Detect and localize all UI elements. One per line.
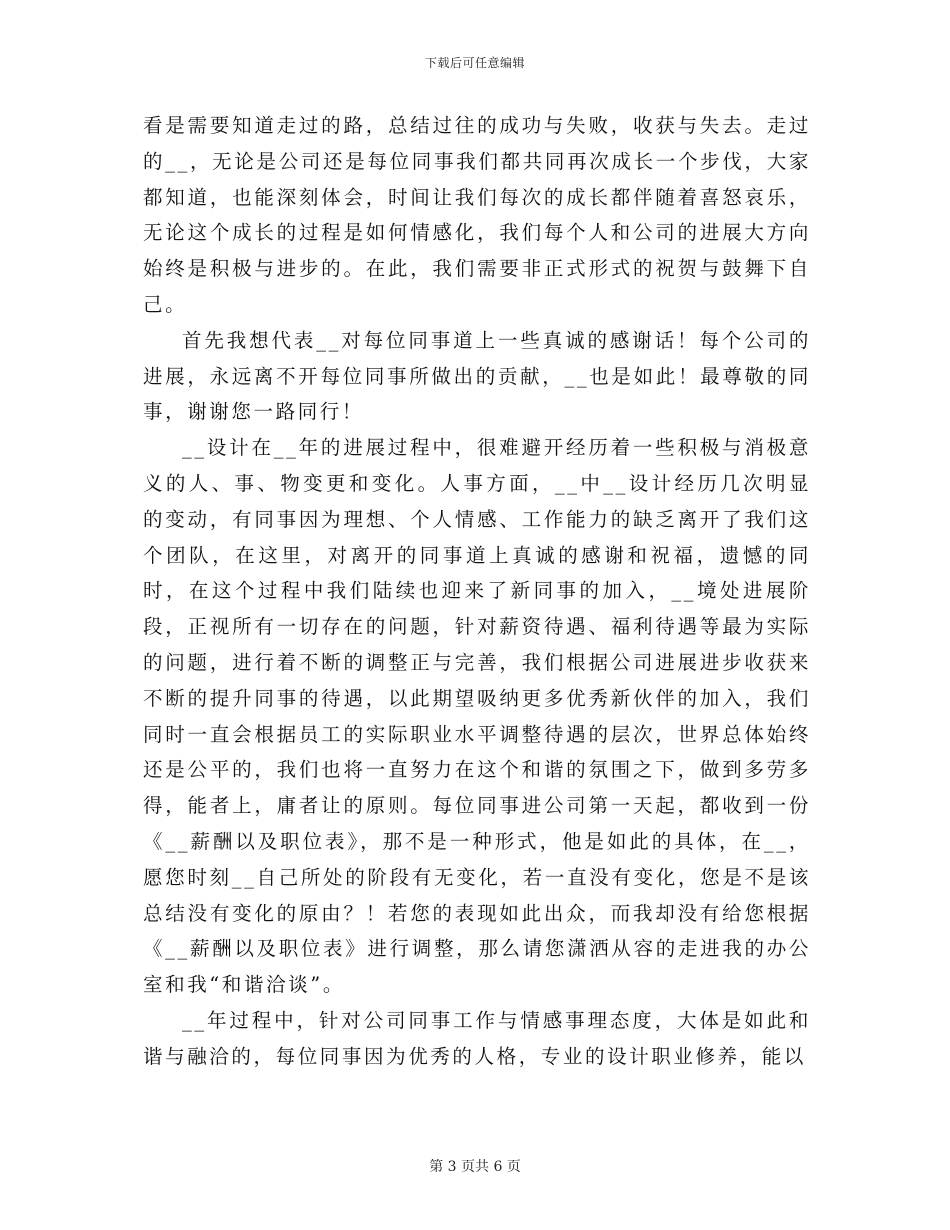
paragraph: 看是需要知道走过的路，总结过往的成功与失败，收获与失去。走过的__，无论是公司还是每位同事我们都共同再次成长一个步伐，大家都知道，也能深刻体会，时间让我们每次的成长都伴随着喜怒哀乐，无论这个成长的过程是如何情感化，我们每个人和公司的进展大方向始终是积极与进步的。在此，我们需要非正式形式的祝贺与鼓舞下自己。 (143, 114, 811, 316)
page-footer: 第 3 页共 6 页 (429, 1159, 521, 1175)
paragraph: __设计在__年的进展过程中，很难避开经历着一些积极与消极意义的人、事、物变更和变化。人事方面，__中__设计经历几次明显的变动，有同事因为理想、个人情感、工作能力的缺乏离开了我们这个团队，在这里，对离开的同事道上真诚的感谢和祝福，遗憾的同时，在这个过程中我们陆续也迎来了新同事的加入，__境处进展阶段，正视所有一切存在的问题，针对薪资待遇、福利待遇等最为实际的问题，进行着不断的调整正与完善，我们根据公司进展进步收获来不断的提升同事的待遇，以此期望吸纳更多优秀新伙伴的加入，我们同时一直会根据员工的实际职业水平调整待遇的层次，世界总体始终还是公平的，我们也将一直努力在这个和谐的氛围之下，做到多劳多得，能者上，庸者让的原则。每位同事进公司第一天起，都收到一份《__薪酬以及职位表》，那不是一种形式，他是如此的具体，在__，愿您时刻__自己所处的阶段有无变化，若一直没有变化，您是不是该总结没有变化的原由？！若您的表现如此出众，而我却没有给您根据《__薪酬以及职位表》进行调整，那么请您潇洒从容的走进我的办公室和我“和谐洽谈”。 (143, 436, 811, 997)
document-body (143, 108, 811, 1075)
paragraph: 首先我想代表__对每位同事道上一些真诚的感谢话！每个公司的进展，永远离不开每位同事所做出的贡献，__也是如此！最尊敬的同事，谢谢您一路同行！ (143, 328, 811, 424)
page-header: 下载后可任意编辑 (424, 56, 525, 70)
paragraph: __年过程中，针对公司同事工作与情感事理态度，大体是如此和谐与融洽的，每位同事因为优秀的人格，专业的设计职业修养，能以 (143, 1008, 811, 1068)
